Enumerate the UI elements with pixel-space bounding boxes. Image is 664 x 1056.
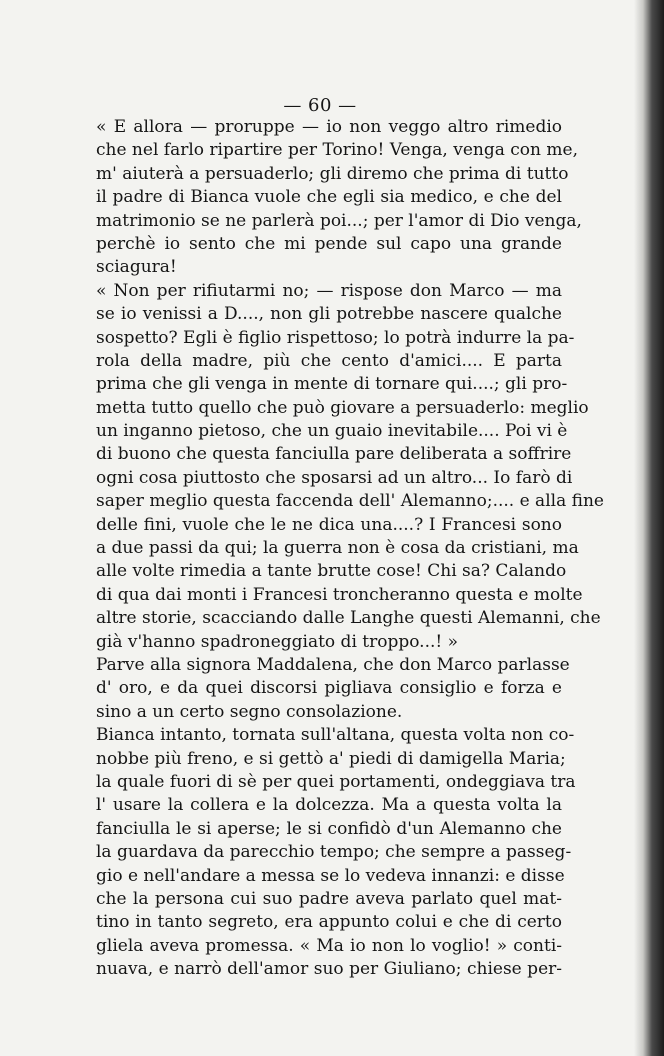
- text-line: « Non per rifiutarmi no; — rispose don Marco — ma: [96, 280, 562, 301]
- page-number: — 60 —: [283, 95, 357, 116]
- text-line: « E allora — proruppe — io non veggo altro rimedio: [96, 117, 562, 137]
- text-line: se io venissi a D...., non gli potrebbe nascere qualche: [96, 304, 562, 325]
- text-line: nuava, e narrò dell'amor suo per Giuliano; chiese per-: [96, 959, 562, 980]
- text-line: altre storie, scacciando dalle Langhe questi Alemanni, che: [96, 608, 601, 629]
- text-line: rola della madre, più che cento d'amici.... E parta: [96, 350, 562, 371]
- text-line: m' aiuterà a persuaderlo; gli diremo che prima di tutto: [96, 163, 569, 184]
- text-line: gliela aveva promessa. « Ma io non lo voglio! » conti-: [96, 935, 562, 956]
- text-line: che la persona cui suo padre aveva parlato quel mat-: [96, 888, 562, 909]
- text-line: fanciulla le si aperse; le si confidò d'un Alemanno che: [96, 818, 562, 839]
- text-line: di buono che questa fanciulla pare deliberata a soffrire: [96, 444, 572, 465]
- text-line: saper meglio questa faccenda dell' Alemanno;.... e alla fine: [96, 491, 604, 512]
- page-body-text: [96, 116, 604, 981]
- text-line: ogni cosa piuttosto che sposarsi ad un altro... Io farò di: [96, 467, 573, 488]
- text-line: la quale fuori di sè per quei portamenti, ondeggiava tra: [96, 771, 576, 792]
- text-line: la guardava da parecchio tempo; che sempre a passeg-: [96, 842, 572, 863]
- text-line: a due passi da qui; la guerra non è cosa da cristiani, ma: [96, 538, 579, 559]
- text-line: matrimonio se ne parlerà poi...; per l'amor di Dio venga,: [96, 210, 582, 231]
- text-line: nobbe più freno, e si gettò a' piedi di damigella Maria;: [96, 748, 566, 769]
- text-line: perchè io sento che mi pende sul capo una grande: [96, 233, 562, 254]
- text-line: Bianca intanto, tornata sull'altana, questa volta non co-: [96, 725, 575, 746]
- text-line: l' usare la collera e la dolcezza. Ma a questa volta la: [96, 795, 562, 816]
- text-line: delle fini, vuole che le ne dica una....? I Francesi sono: [96, 514, 562, 535]
- book-spine-shadow: [634, 0, 664, 1056]
- text-line: sospetto? Egli è figlio rispettoso; lo potrà indurre la pa-: [96, 327, 575, 348]
- text-line: d' oro, e da quei discorsi pigliava consiglio e forza e: [96, 678, 562, 699]
- text-line: tino in tanto segreto, era appunto colui e che di certo: [96, 912, 562, 933]
- text-line: già v'hanno spadroneggiato di troppo...! »: [96, 631, 459, 652]
- text-line: gio e nell'andare a messa se lo vedeva innanzi: e disse: [96, 865, 565, 886]
- text-line: alle volte rimedia a tante brutte cose! Chi sa? Calando: [96, 561, 567, 582]
- text-line: sino a un certo segno consolazione.: [96, 701, 403, 722]
- text-line: sciagura!: [96, 257, 177, 278]
- text-line: Parve alla signora Maddalena, che don Marco parlasse: [96, 654, 570, 675]
- text-line: prima che gli venga in mente di tornare qui....; gli pro-: [96, 374, 568, 395]
- text-line: un inganno pietoso, che un guaio inevitabile.... Poi vi è: [96, 421, 568, 442]
- text-line: che nel farlo ripartire per Torino! Venga, venga con me,: [96, 140, 578, 161]
- text-line: di qua dai monti i Francesi troncheranno questa e molte: [96, 584, 583, 605]
- text-line: il padre di Bianca vuole che egli sia medico, e che del: [96, 187, 562, 208]
- text-line: metta tutto quello che può giovare a persuaderlo: meglio: [96, 397, 589, 418]
